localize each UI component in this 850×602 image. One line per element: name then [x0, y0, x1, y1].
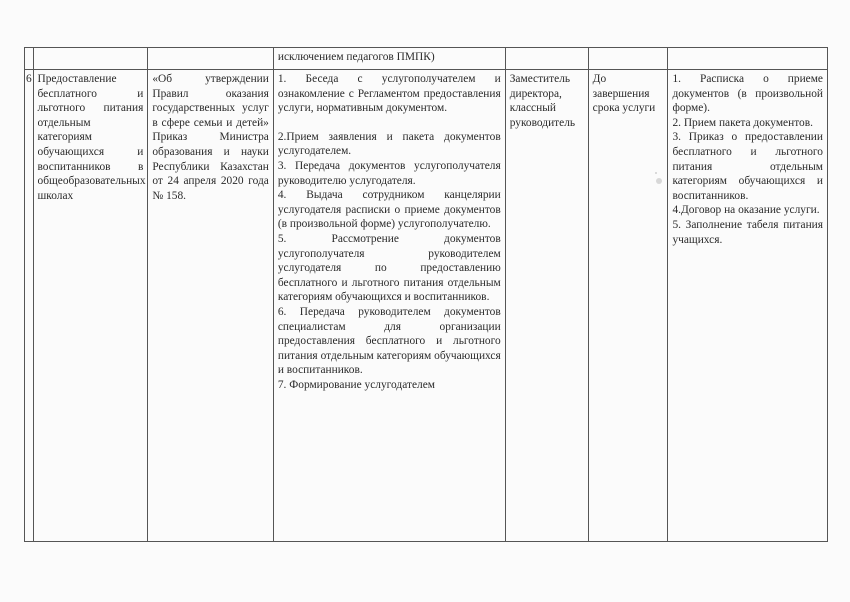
deadline: До завершения срока услуги: [592, 73, 656, 115]
procedure-step-2: 2.Прием заявления и пакета документов услугодателем.: [277, 130, 501, 158]
procedure-step-6: 6. Передача руководителем документов специалистам для организации предоставления бесплатного и льготного питания отдельным категориям обучающихся и воспитанников.: [277, 305, 501, 377]
procedure-step-1: 1. Беседа с услугополучателем и ознакомление с Регламентом предоставления услуги, нормативным документом.: [277, 73, 501, 115]
cell-empty: [668, 48, 828, 70]
result-3: 3. Приказ о предоставлении бесплатного и льготного питания отдельным категориям обучающихся и воспитанников.: [672, 131, 823, 202]
scan-speck: [655, 172, 657, 174]
continuation-text: исключением педагогов ПМПК): [277, 51, 435, 63]
cell-row-number: [25, 70, 34, 542]
legal-basis: «Об утверждении Правил оказания государственных услуг в сфере семьи и детей» Приказ Министра образования и науки Республики Казахстан от 24 апреля 2020 года № 158.: [152, 73, 269, 202]
table-row-service-6: [25, 70, 828, 542]
cell-empty: [588, 48, 668, 70]
cell-responsible: [505, 70, 588, 542]
procedure-step-5: 5. Рассмотрение документов услугополучателя руководителем услугодателя по предоставлению бесплатного и льготного питания отдельным категориям обучающихся и воспитанников.: [277, 232, 501, 304]
result-5: 5. Заполнение табеля питания учащихся.: [672, 218, 823, 246]
responsible: Заместитель директора, классный руководитель: [509, 73, 576, 129]
result-4: 4.Договор на оказание услуги.: [672, 204, 820, 217]
cell-continuation-text: [273, 48, 505, 70]
cell-empty: [25, 48, 34, 70]
procedure-step-3: 3. Передача документов услугополучателя руководителю услугодателя.: [277, 159, 501, 187]
cell-empty: [148, 48, 274, 70]
table-row-continuation: [25, 48, 828, 70]
scan-speck: [656, 178, 662, 184]
result-2: 2. Прием пакета документов.: [672, 116, 813, 129]
result-1: 1. Расписка о приеме документов (в произвольной форме).: [672, 73, 823, 115]
cell-deadline: [588, 70, 668, 542]
cell-results: [668, 70, 828, 542]
row-number: 6: [26, 73, 32, 85]
services-table: [24, 47, 828, 542]
cell-empty: [505, 48, 588, 70]
service-name: Предоставление бесплатного и льготного питания отдельным категориям обучающихся и воспитанников в общеобразовательных школах: [37, 73, 146, 202]
cell-procedure-steps: [273, 70, 505, 542]
cell-service-name: [33, 70, 148, 542]
spacer: [278, 116, 501, 130]
procedure-step-7: 7. Формирование услугодателем: [277, 378, 435, 391]
cell-legal-basis: [148, 70, 274, 542]
cell-empty: [33, 48, 148, 70]
procedure-step-4: 4. Выдача сотрудником канцелярии услугодателя расписки о приеме документов (в произвольной форме) услугополучателю.: [277, 189, 501, 231]
